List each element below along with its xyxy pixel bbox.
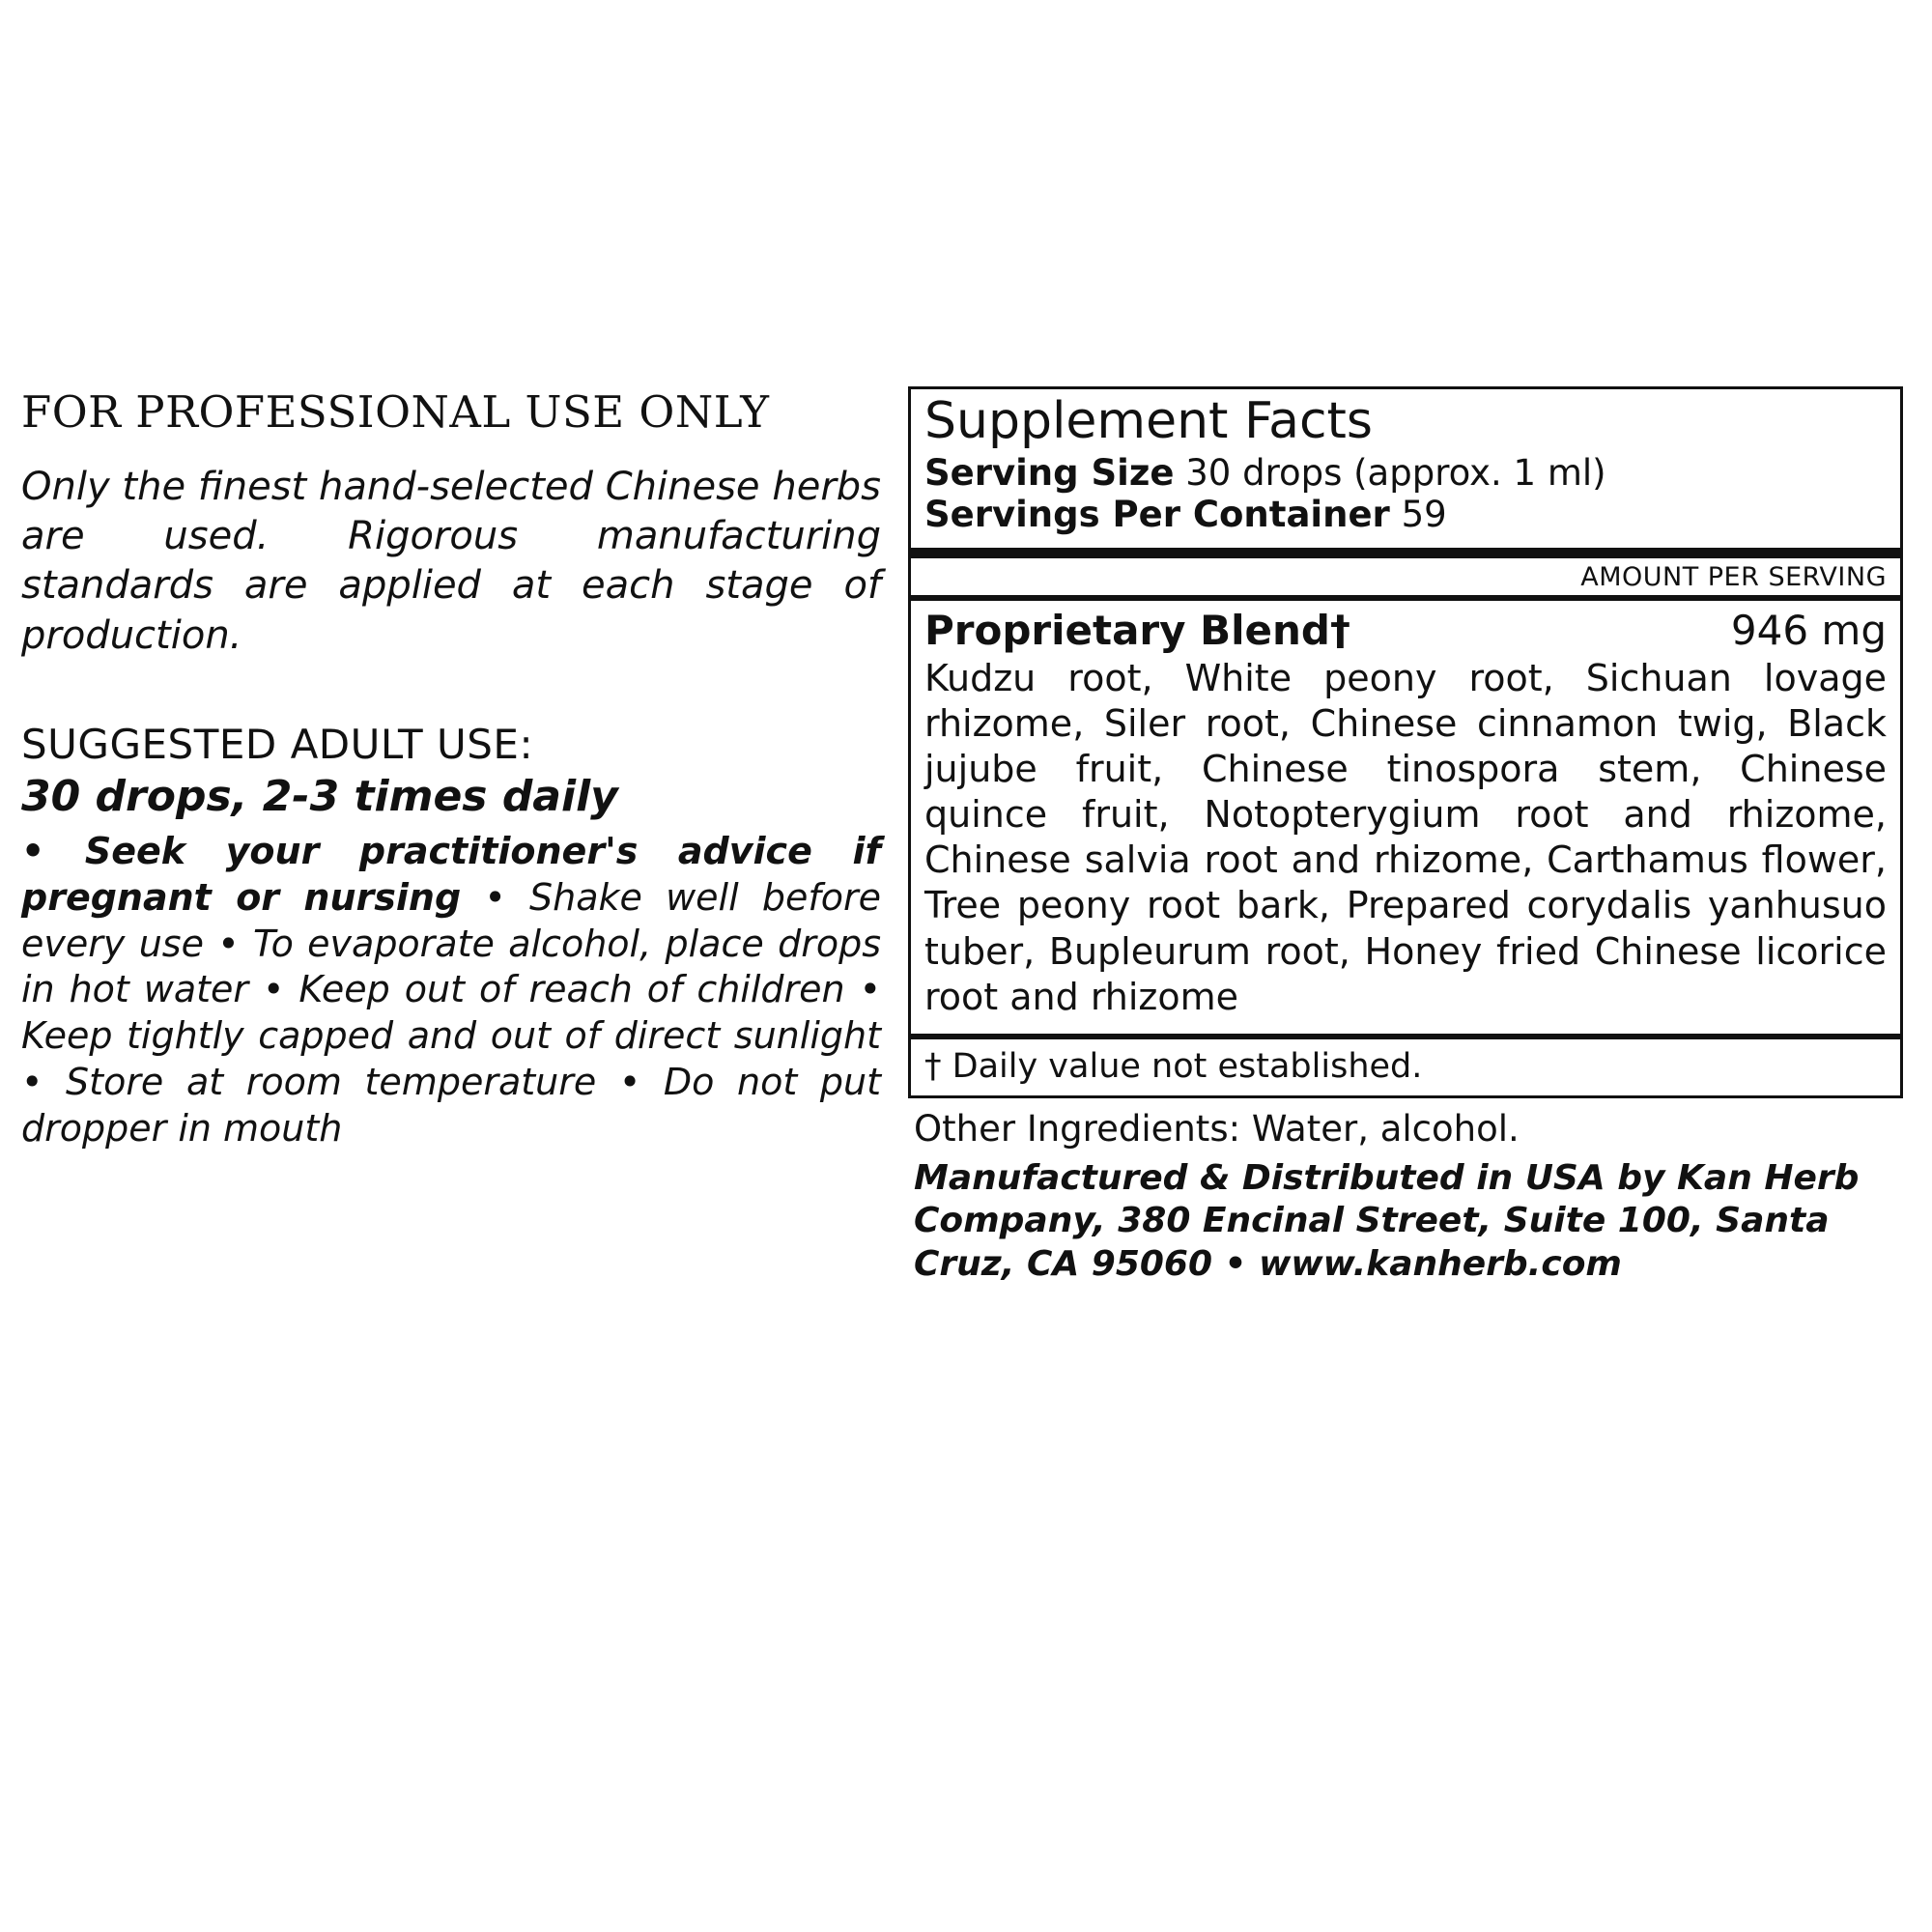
- manufacturer-info: Manufactured & Distributed in USA by Kan Herb Company, 380 Encinal Street, Suite 100, Santa Cruz, CA 95060 • www.kanherb.com: [914, 1157, 1860, 1285]
- amount-per-serving-header: AMOUNT PER SERVING: [1580, 561, 1887, 592]
- proprietary-blend-label: Proprietary Blend†: [924, 606, 1350, 654]
- divider-thick-top: [911, 548, 1900, 558]
- professional-use-heading: FOR PROFESSIONAL USE ONLY: [21, 386, 770, 438]
- suggested-use-heading: SUGGESTED ADULT USE:: [21, 720, 534, 768]
- daily-value-note: † Daily value not established.: [924, 1046, 1423, 1086]
- serving-size-label: Serving Size: [924, 451, 1175, 494]
- blend-ingredients-list: Kudzu root, White peony root, Sichuan lovage rhizome, Siler root, Chinese cinnamon twig, Black jujube fruit, Chinese tinospora stem, Chinese quince fruit, Notopterygium root and rhizome, Chinese salvia root and rhizome, Carthamus flower, Tree peony root bark, Prepared corydalis yanhusuo tuber, Bupleurum root, Honey fried Chinese licorice root and rhizome: [924, 656, 1887, 1018]
- servings-per-container-label: Servings Per Container: [924, 494, 1390, 536]
- warnings-bold-lead: • Seek your practitioner's advice if pregnant or nursing: [21, 829, 881, 919]
- left-column: [21, 386, 891, 1152]
- suggested-use-dose: 30 drops, 2-3 times daily: [21, 771, 618, 821]
- proprietary-blend-row: [911, 601, 1900, 654]
- proprietary-blend-amount: 946 mg: [1730, 606, 1887, 654]
- warnings-paragraph: [21, 829, 881, 1152]
- servings-per-container-row: [924, 494, 1887, 536]
- supplement-facts-header: [911, 389, 1900, 546]
- warnings-rest: • Shake well before every use • To evaporate alcohol, place drops in hot water • Keep out of reach of children • Keep tightly capped and out of direct sunlight • Store at room temperature • Do not put dropper in mouth: [21, 875, 881, 1150]
- supplement-facts-title: Supplement Facts: [924, 392, 1374, 450]
- other-ingredients: Other Ingredients: Water, alcohol.: [914, 1107, 1520, 1150]
- quality-paragraph: Only the finest hand-selected Chinese herbs are used. Rigorous manufacturing standards are applied at each stage of production.: [21, 465, 881, 658]
- serving-size-row: [924, 452, 1887, 495]
- supplement-facts-panel: [908, 386, 1903, 1098]
- right-column: [908, 386, 1903, 1287]
- servings-per-container-value: 59: [1401, 494, 1447, 536]
- serving-size-value: 30 drops (approx. 1 ml): [1185, 451, 1606, 494]
